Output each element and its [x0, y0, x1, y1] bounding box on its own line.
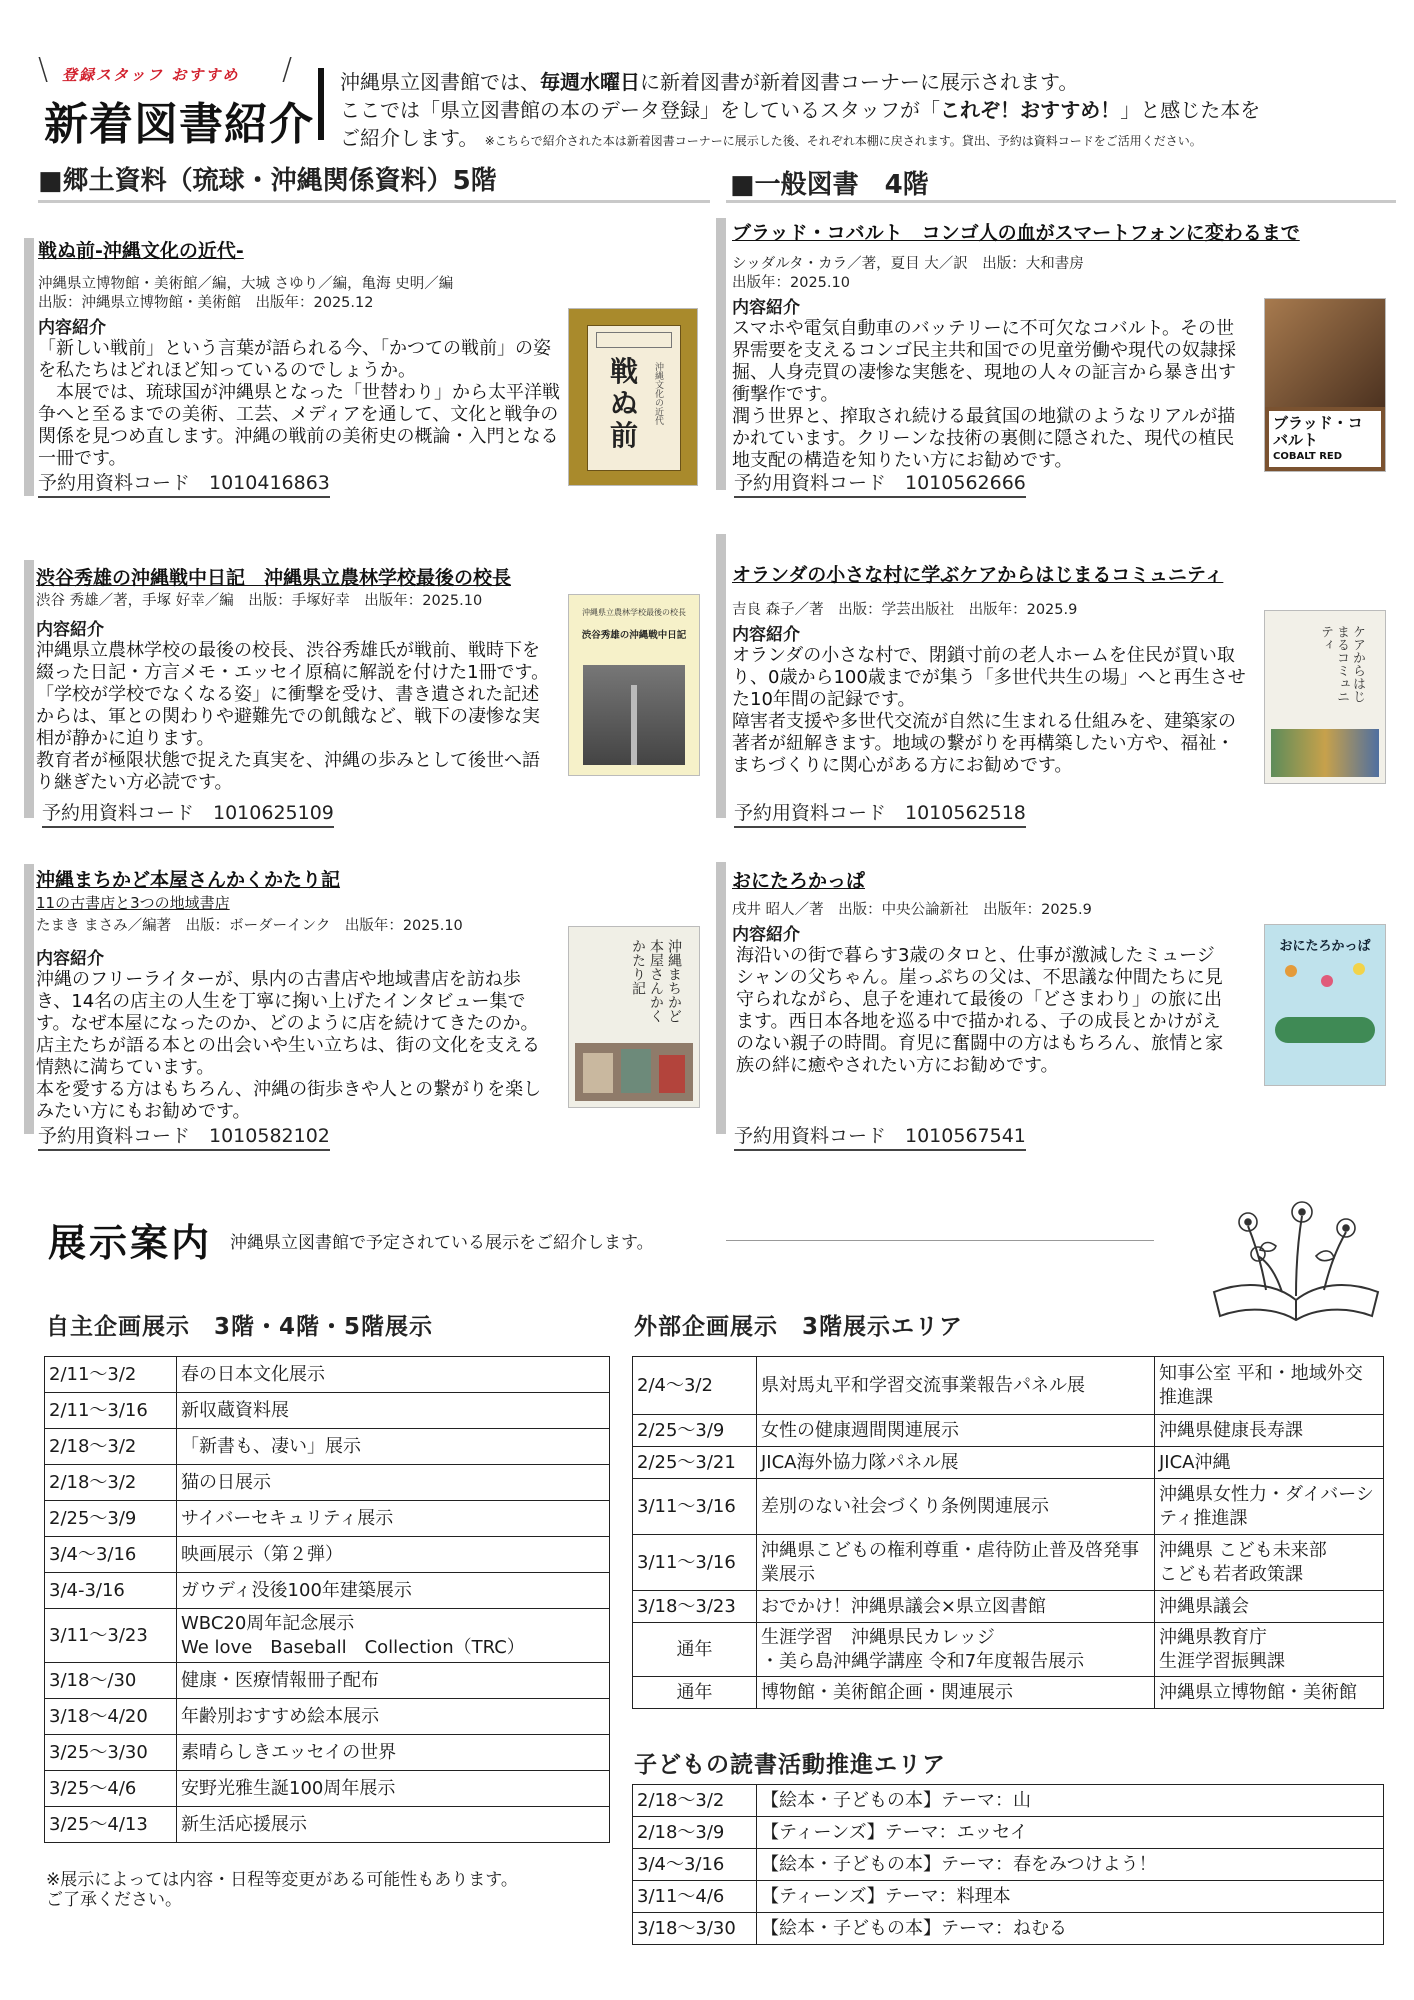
table-row — [633, 1881, 1384, 1913]
date-cell: 3/18～3/23 — [633, 1591, 757, 1623]
table-row — [633, 1535, 1384, 1591]
content-cell: 沖縄県立博物館・美術館 — [1155, 1677, 1384, 1709]
reserve-code[interactable]: 予約用資料コード 1010567541 — [734, 1121, 1026, 1151]
content-cell: 知事公室 平和・地域外交推進課 — [1155, 1357, 1384, 1415]
content-cell: 安野光雅生誕100周年展示 — [177, 1771, 610, 1807]
card-bar — [716, 862, 726, 1134]
content-cell: JICA沖縄 — [1155, 1447, 1384, 1479]
desc-heading: 内容紹介 — [732, 625, 800, 645]
content-cell: 女性の健康週間関連展示 — [757, 1415, 1155, 1447]
book-description: 沖縄県立農林学校の最後の校長、渋谷秀雄氏が戦前、戦時下を綴った日記・方言メモ・エッセイ原稿に解説を付けた1冊です。「学校が学校でなくなる姿」に衝撃を受け、書き遺された記述からは、軍との関わりや避難先での飢餓など、戦下の凄惨な実相が静かに迫ります。 教育者が極限状態で捉えた真実を、沖縄の歩みとして後世へ語り継ぎたい方必読です。 — [36, 640, 550, 793]
cover-subtitle: COBALT RED — [1273, 451, 1343, 462]
reserve-code[interactable]: 予約用資料コード 1010416863 — [38, 468, 330, 498]
table-row — [633, 1849, 1384, 1881]
desc-heading: 内容紹介 — [36, 949, 104, 969]
book-cover-b5 — [1264, 610, 1386, 784]
page-title: 新着図書紹介 — [44, 99, 314, 150]
intro-line1-bold: 毎週水曜日 — [540, 70, 640, 94]
own-exhibitions-table — [44, 1356, 610, 1843]
table-row — [45, 1501, 610, 1537]
book-description: 海沿いの街で暮らす3歳のタロと、仕事が激減したミュージシャンの父ちゃん。崖っぷちの父は、不思議な仲間たちに見守られながら、息子を連れて最後の「どさまわり」の旅に出ます。西日本各地を巡る中で描かれる、子の成長とかけがえのない親子の時間。育児に奮闘中の方はもちろん、旅情と家族の絆に癒やされたい方にお勧めです。 — [736, 945, 1224, 1076]
book-card-b6 — [732, 866, 1232, 1077]
content-cell: 「新書も、凄い」展示 — [177, 1429, 610, 1465]
date-cell: 2/25～3/21 — [633, 1447, 757, 1479]
content-cell: 年齢別おすすめ絵本展示 — [177, 1699, 610, 1735]
book-title[interactable]: ブラッド・コバルト コンゴ人の血がスマートフォンに変わるまで — [732, 222, 1300, 244]
date-cell: 3/25～4/6 — [45, 1771, 177, 1807]
cover-title: 沖縄まちかど本屋さんかくかたり記 — [630, 939, 682, 1023]
reserve-code[interactable]: 予約用資料コード 1010562518 — [734, 798, 1026, 828]
content-cell: 新収蔵資料展 — [177, 1393, 610, 1429]
date-cell: 2/4～3/2 — [633, 1357, 757, 1415]
exhibitions-rule — [726, 1240, 1154, 1241]
cover-title: ブラッド・コバルト — [1273, 414, 1363, 449]
cover-title: ケアからはじまるコミュニティ — [1318, 625, 1365, 703]
intro-line1-post: に新着図書が新着図書コーナーに展示されます。 — [640, 70, 1079, 94]
card-bar — [716, 218, 726, 490]
book-description: オランダの小さな村で、閉鎖寸前の老人ホームを住民が買い取り、0歳から100歳までが集う「多世代共生の場」へと再生させた10年間の記録です。 障害者支援や多世代交流が自然に生まれる仕組みを、建築家の著者が紐解きます。地域の繋がりを再構築したい方や、福祉・まちづくりに関心がある方にお勧めです。 — [732, 645, 1246, 776]
table-row — [45, 1573, 610, 1609]
content-cell: JICA海外協力隊パネル展 — [757, 1447, 1155, 1479]
desc-heading: 内容紹介 — [732, 925, 800, 945]
cover-photo — [583, 665, 685, 765]
book-cover-b2 — [568, 594, 700, 776]
book-card-b4 — [732, 218, 1300, 472]
content-cell: サイバーセキュリティ展示 — [177, 1501, 610, 1537]
book-meta: 沖縄県立博物館・美術館／編，大城 さゆり／編，亀海 史明／編 — [38, 276, 454, 292]
date-cell: 3/25～3/30 — [45, 1735, 177, 1771]
title-divider — [318, 68, 324, 140]
book-title[interactable]: オランダの小さな村に学ぶケアからはじまるコミュニティ — [732, 564, 1224, 586]
date-cell: 通年 — [633, 1623, 757, 1677]
tag-slash-left: \ — [38, 52, 49, 87]
content-cell: 生涯学習 沖縄県民カレッジ ・美ら島沖縄学講座 令和7年度報告展示 — [757, 1623, 1155, 1677]
local-section-heading: ■郷土資料（琉球・沖縄関係資料）5階 — [38, 166, 497, 196]
date-cell: 2/11～3/16 — [45, 1393, 177, 1429]
kids-reading-table — [632, 1784, 1384, 1945]
date-cell: 3/18～3/30 — [633, 1913, 757, 1945]
table-row — [45, 1699, 610, 1735]
date-cell: 2/25～3/9 — [633, 1415, 757, 1447]
table-row — [633, 1591, 1384, 1623]
table-row — [45, 1429, 610, 1465]
book-cover-b6 — [1264, 924, 1386, 1086]
content-cell: おでかけ！沖縄県議会×県立図書館 — [757, 1591, 1155, 1623]
content-cell: 博物館・美術館企画・関連展示 — [757, 1677, 1155, 1709]
book-title[interactable]: 戦ぬ前-沖縄文化の近代- — [38, 240, 244, 262]
table-row — [45, 1609, 610, 1663]
content-cell: ガウディ没後100年建築展示 — [177, 1573, 610, 1609]
date-cell: 3/11～3/16 — [633, 1535, 757, 1591]
table-row — [45, 1735, 610, 1771]
book-title[interactable]: 渋谷秀雄の沖縄戦中日記 沖縄県立農林学校最後の校長 — [36, 567, 512, 589]
content-cell: 【絵本・子どもの本】テーマ：山 — [757, 1785, 1384, 1817]
content-cell: WBC20周年記念展示 We love Baseball Collection（TRC） — [177, 1609, 610, 1663]
book-card-b1 — [38, 236, 563, 470]
content-cell: 沖縄県健康長寿課 — [1155, 1415, 1384, 1447]
desc-heading: 内容紹介 — [732, 298, 800, 318]
card-bar — [24, 560, 34, 818]
date-cell: 3/4-3/16 — [45, 1573, 177, 1609]
date-cell: 3/4～3/16 — [45, 1537, 177, 1573]
content-cell: 【ティーンズ】テーマ：エッセイ — [757, 1817, 1384, 1849]
reserve-code[interactable]: 予約用資料コード 1010582102 — [38, 1121, 330, 1151]
content-cell: 猫の日展示 — [177, 1465, 610, 1501]
content-cell: 差別のない社会づくり条例関連展示 — [757, 1479, 1155, 1535]
general-section-line — [726, 200, 1396, 203]
exhibitions-intro: 沖縄県立図書館で予定されている展示をご紹介します。 — [230, 1233, 654, 1253]
intro-line1-pre: 沖縄県立図書館では、 — [340, 70, 540, 94]
table-row — [45, 1393, 610, 1429]
content-cell: 春の日本文化展示 — [177, 1357, 610, 1393]
intro-line3: ご紹介します。 — [340, 126, 479, 150]
content-cell: 【絵本・子どもの本】テーマ：春をみつけよう！ — [757, 1849, 1384, 1881]
book-description: スマホや電気自動車のバッテリーに不可欠なコバルト。その世界需要を支えるコンゴ民主共和国での児童労働や現代の奴隷採掘、人身売買の凄惨な実態を、現地の人々の証言から暴き出す衝撃作です。 潤う世界と、搾取され続ける最貧国の地獄のようなリアルが描かれています。クリーンな技術の裏側に隠された、現代の植民地支配の構造を知りたい方にお勧めです。 — [732, 318, 1236, 471]
table-row — [45, 1771, 610, 1807]
date-cell: 2/18～3/9 — [633, 1817, 757, 1849]
cover-illustration — [1271, 729, 1379, 777]
table-row — [45, 1663, 610, 1699]
table-row — [633, 1415, 1384, 1447]
table-row — [633, 1785, 1384, 1817]
card-bar — [24, 864, 34, 1134]
cover-photo — [575, 1043, 693, 1101]
change-note: ※展示によっては内容・日程等変更がある可能性もあります。 ご了承ください。 — [46, 1870, 518, 1910]
content-cell: 沖縄県 こども未来部 こども若者政策課 — [1155, 1535, 1384, 1591]
table-row — [45, 1357, 610, 1393]
cover-title: 渋谷秀雄の沖縄戦中日記 — [581, 630, 687, 641]
table-row — [633, 1623, 1384, 1677]
book-card-b3 — [36, 865, 546, 1123]
intro-line2-pre: ここでは「県立図書館の本のデータ登録」をしているスタッフが「 — [340, 98, 940, 122]
table-row — [633, 1357, 1384, 1415]
book-card-b2 — [36, 563, 556, 794]
book-cover-b1 — [568, 308, 698, 486]
reserve-code[interactable]: 予約用資料コード 1010562666 — [734, 468, 1026, 498]
content-cell: 沖縄県教育庁 生涯学習振興課 — [1155, 1623, 1384, 1677]
date-cell: 3/18～4/20 — [45, 1699, 177, 1735]
general-section-heading: ■一般図書 4階 — [730, 170, 929, 200]
date-cell: 2/25～3/9 — [45, 1501, 177, 1537]
external-exhibitions-table — [632, 1356, 1384, 1709]
table-row — [633, 1913, 1384, 1945]
date-cell: 2/18～3/2 — [633, 1785, 757, 1817]
date-cell: 3/11～4/6 — [633, 1881, 757, 1913]
staff-tag: 登録スタッフ おすすめ — [62, 66, 240, 84]
content-cell: 沖縄県議会 — [1155, 1591, 1384, 1623]
exhibitions-title: 展示案内 — [48, 1221, 213, 1265]
book-card-b5 — [732, 560, 1252, 777]
card-bar — [24, 238, 34, 496]
date-cell: 3/4～3/16 — [633, 1849, 757, 1881]
table-row — [633, 1447, 1384, 1479]
tag-slash-right: / — [282, 52, 293, 87]
content-cell: 【ティーンズ】テーマ：料理本 — [757, 1881, 1384, 1913]
date-cell: 2/18～3/2 — [45, 1465, 177, 1501]
external-exhibitions-heading: 外部企画展示 3階展示エリア — [634, 1314, 964, 1340]
book-meta: たまき まさみ／編著 出版：ボーダーインク 出版年：2025.10 — [36, 918, 463, 934]
book-title[interactable]: おにたろかっぱ — [732, 870, 866, 892]
reserve-code[interactable]: 予約用資料コード 1010625109 — [42, 798, 334, 828]
table-row — [633, 1479, 1384, 1535]
desc-heading: 内容紹介 — [36, 620, 104, 640]
date-cell: 2/11～3/2 — [45, 1357, 177, 1393]
book-meta: 吉良 森子／著 出版：学芸出版社 出版年：2025.9 — [732, 602, 1078, 618]
cover-top-text: 沖縄県立農林学校最後の校長 — [582, 608, 686, 617]
own-exhibitions-heading: 自主企画展示 3階・4階・5階展示 — [46, 1314, 434, 1340]
intro-line2-post: 」と感じた本を — [1120, 98, 1261, 122]
local-section-line — [38, 200, 710, 203]
date-cell: 3/11～3/23 — [45, 1609, 177, 1663]
book-meta: 出版年：2025.10 — [732, 275, 850, 291]
table-row — [633, 1817, 1384, 1849]
table-row — [45, 1807, 610, 1843]
book-subtitle: 11の古書店と3つの地域書店 — [36, 894, 230, 912]
book-cover-b4 — [1264, 298, 1386, 472]
cover-title: 戦ぬ前 — [610, 355, 639, 452]
table-row — [45, 1537, 610, 1573]
date-cell: 3/18～/30 — [45, 1663, 177, 1699]
date-cell: 通年 — [633, 1677, 757, 1709]
kids-reading-heading: 子どもの読書活動推進エリア — [634, 1752, 946, 1778]
cover-title: おにたろかっぱ — [1279, 939, 1371, 954]
book-description: 「新しい戦前」という言葉が語られる今、「かつての戦前」の姿を私たちはどれほど知っているのでしょうか。 本展では、琉球国が沖縄県となった「世替わり」から太平洋戦争へと至るまでの美術、工芸、メディアを通して、文化と戦争の関係を見つめ直します。沖縄の戦前の美術史の概論・入門となる一冊です。 — [38, 338, 560, 469]
table-row — [45, 1465, 610, 1501]
content-cell: 映画展示（第２弾） — [177, 1537, 610, 1573]
cover-illustration — [1275, 1017, 1375, 1043]
book-meta: シッダルタ・カラ／著，夏目 大／訳 出版：大和書房 — [732, 256, 1084, 272]
content-cell: 沖縄県こどもの権利尊重・虐待防止普及啓発事業展示 — [757, 1535, 1155, 1591]
content-cell: 素晴らしきエッセイの世界 — [177, 1735, 610, 1771]
book-meta: 戌井 昭人／著 出版：中央公論新社 出版年：2025.9 — [732, 902, 1092, 918]
book-description: 沖縄のフリーライターが、県内の古書店や地域書店を訪ね歩き、14名の店主の人生を丁寧に掬い上げたインタビュー集です。なぜ本屋になったのか、どのように店を続けてきたのか。店主たちが語る本との出会いや生い立ちは、街の文化を支える情熱に満ちています。 本を愛する方はもちろん、沖縄の街歩きや人との繋がりを楽しみたい方にもお勧めです。 — [36, 969, 542, 1122]
content-cell: 沖縄県女性力・ダイバーシティ推進課 — [1155, 1479, 1384, 1535]
book-flower-illustration — [1196, 1196, 1396, 1326]
content-cell: 【絵本・子どもの本】テーマ：ねむる — [757, 1913, 1384, 1945]
content-cell: 新生活応援展示 — [177, 1807, 610, 1843]
content-cell: 県対馬丸平和学習交流事業報告パネル展 — [757, 1357, 1155, 1415]
date-cell: 3/11～3/16 — [633, 1479, 757, 1535]
table-row — [633, 1677, 1384, 1709]
date-cell: 2/18～3/2 — [45, 1429, 177, 1465]
intro-text — [340, 68, 1400, 155]
intro-note: ※こちらで紹介された本は新着図書コーナーに展示した後、それぞれ本棚に戻されます。貸出、予約は資料コードをご活用ください。 — [484, 134, 1202, 148]
desc-heading: 内容紹介 — [38, 318, 106, 338]
intro-line2-bold: これぞ！おすすめ！ — [940, 98, 1121, 122]
content-cell: 健康・医療情報冊子配布 — [177, 1663, 610, 1699]
cover-subtitle: 沖縄文化の近代 — [653, 362, 663, 425]
book-meta: 出版：沖縄県立博物館・美術館 出版年：2025.12 — [38, 295, 374, 311]
book-title[interactable]: 沖縄まちかど本屋さんかくかたり記 — [36, 869, 341, 891]
card-bar — [716, 534, 726, 818]
book-meta: 渋谷 秀雄／著，手塚 好幸／編 出版：手塚好幸 出版年：2025.10 — [36, 593, 483, 609]
date-cell: 3/25～4/13 — [45, 1807, 177, 1843]
book-cover-b3 — [568, 926, 700, 1108]
